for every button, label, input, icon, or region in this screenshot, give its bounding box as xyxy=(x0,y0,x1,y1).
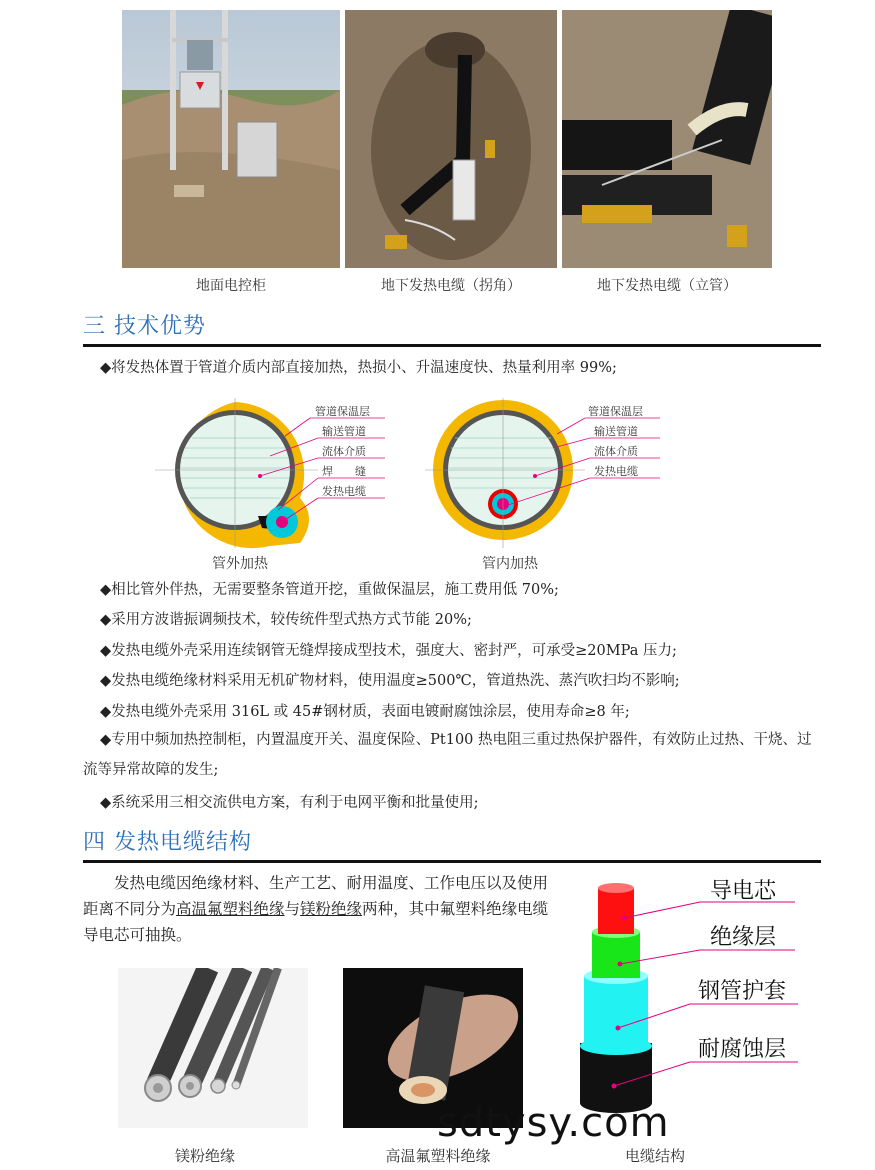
caption-control-cabinet: 地面电控柜 xyxy=(196,278,266,294)
photo-control-cabinet xyxy=(122,10,340,268)
caption-cable-corner: 地下发热电缆（拐角） xyxy=(381,278,521,294)
caption-magnesium: 镁粉绝缘 xyxy=(174,1147,235,1165)
cable-structure-diagram xyxy=(570,868,815,1128)
bullet-power-supply: ◆系统采用三相交流供电方案，有利于电网平衡和批量使用; xyxy=(100,795,479,811)
caption-internal-heating: 管内加热 xyxy=(482,556,538,572)
cable-types-paragraph xyxy=(83,870,561,948)
site-watermark: sdtysy.com xyxy=(437,1100,670,1146)
bullet-material: ◆发热电缆外壳采用 316L 或 45#钢材质，表面电镀耐腐蚀涂层，使用寿命≥8 年; xyxy=(100,704,630,720)
label-fluid-right: 流体介质 xyxy=(594,445,638,458)
label-insulation-layer: 绝缘层 xyxy=(710,925,777,950)
para-mid: 与 xyxy=(284,900,301,918)
label-fluid-left: 流体介质 xyxy=(322,445,366,458)
section-divider xyxy=(83,344,821,347)
label-cable-left: 发热电缆 xyxy=(322,485,366,498)
label-insulation-left: 管道保温层 xyxy=(315,405,370,418)
label-pipe-left: 输送管道 xyxy=(322,425,366,438)
label-weld-left: 焊 缝 xyxy=(322,465,366,478)
photo-underground-cable-corner xyxy=(345,10,557,268)
bullet-cost: ◆相比管外伴热，无需要整条管道开挖，重做保温层，施工费用低 70%; xyxy=(100,582,559,598)
link-fluoroplastic: 高温氟塑料绝缘 xyxy=(176,900,285,918)
section-title-tech-advantages: 三 技术优势 xyxy=(83,314,206,339)
photo-magnesium-cables xyxy=(118,968,308,1128)
bullet-pressure: ◆发热电缆外壳采用连续钢管无缝焊接成型技术，强度大、密封严，可承受≥20MPa 压力; xyxy=(100,643,677,659)
link-magnesium: 镁粉绝缘 xyxy=(300,900,363,918)
para-part-a: 发热电缆因绝缘材料、生产工艺、耐用温度、工作电压以及使用距离不同分为 xyxy=(83,874,549,918)
label-corrosion-layer: 耐腐蚀层 xyxy=(698,1037,787,1062)
bullet-direct-heating: ◆将发热体置于管道介质内部直接加热，热损小、升温速度快、热量利用率 99%; xyxy=(100,360,617,376)
caption-cable-riser: 地下发热电缆（立管） xyxy=(597,278,737,294)
label-conductor: 导电芯 xyxy=(710,879,777,904)
section-divider-2 xyxy=(83,860,821,863)
label-insulation-right: 管道保温层 xyxy=(588,405,643,418)
section-title-cable-structure: 四 发热电缆结构 xyxy=(83,830,252,855)
diagram-internal-heating xyxy=(425,398,665,550)
para-part-b: 两种，其中氟塑料绝缘电缆导电芯可抽换。 xyxy=(83,900,549,944)
label-pipe-right: 输送管道 xyxy=(594,425,638,438)
bullet-control-cabinet: ◆专用中频加热控制柜，内置温度开关、温度保险、Pt100 热电阻三重过热保护器件，有效防止过热、干烧、过流等异常故障的发生; xyxy=(83,732,812,778)
bullet-energy: ◆采用方波谐振调频技术，较传统件型式热方式节能 20%; xyxy=(100,612,472,628)
caption-fluoroplastic: 高温氟塑料绝缘 xyxy=(385,1147,491,1165)
caption-external-heating: 管外加热 xyxy=(212,556,268,572)
diagram-external-heating xyxy=(150,398,390,550)
label-cable-right: 发热电缆 xyxy=(594,465,638,478)
photo-underground-cable-riser xyxy=(562,10,772,268)
bullet-temperature: ◆发热电缆绝缘材料采用无机矿物材料，使用温度≥500℃，管道热洗、蒸汽吹扫均不影响; xyxy=(100,673,680,689)
label-steel-sheath: 钢管护套 xyxy=(698,979,787,1004)
caption-cable-structure: 电缆结构 xyxy=(624,1147,685,1165)
